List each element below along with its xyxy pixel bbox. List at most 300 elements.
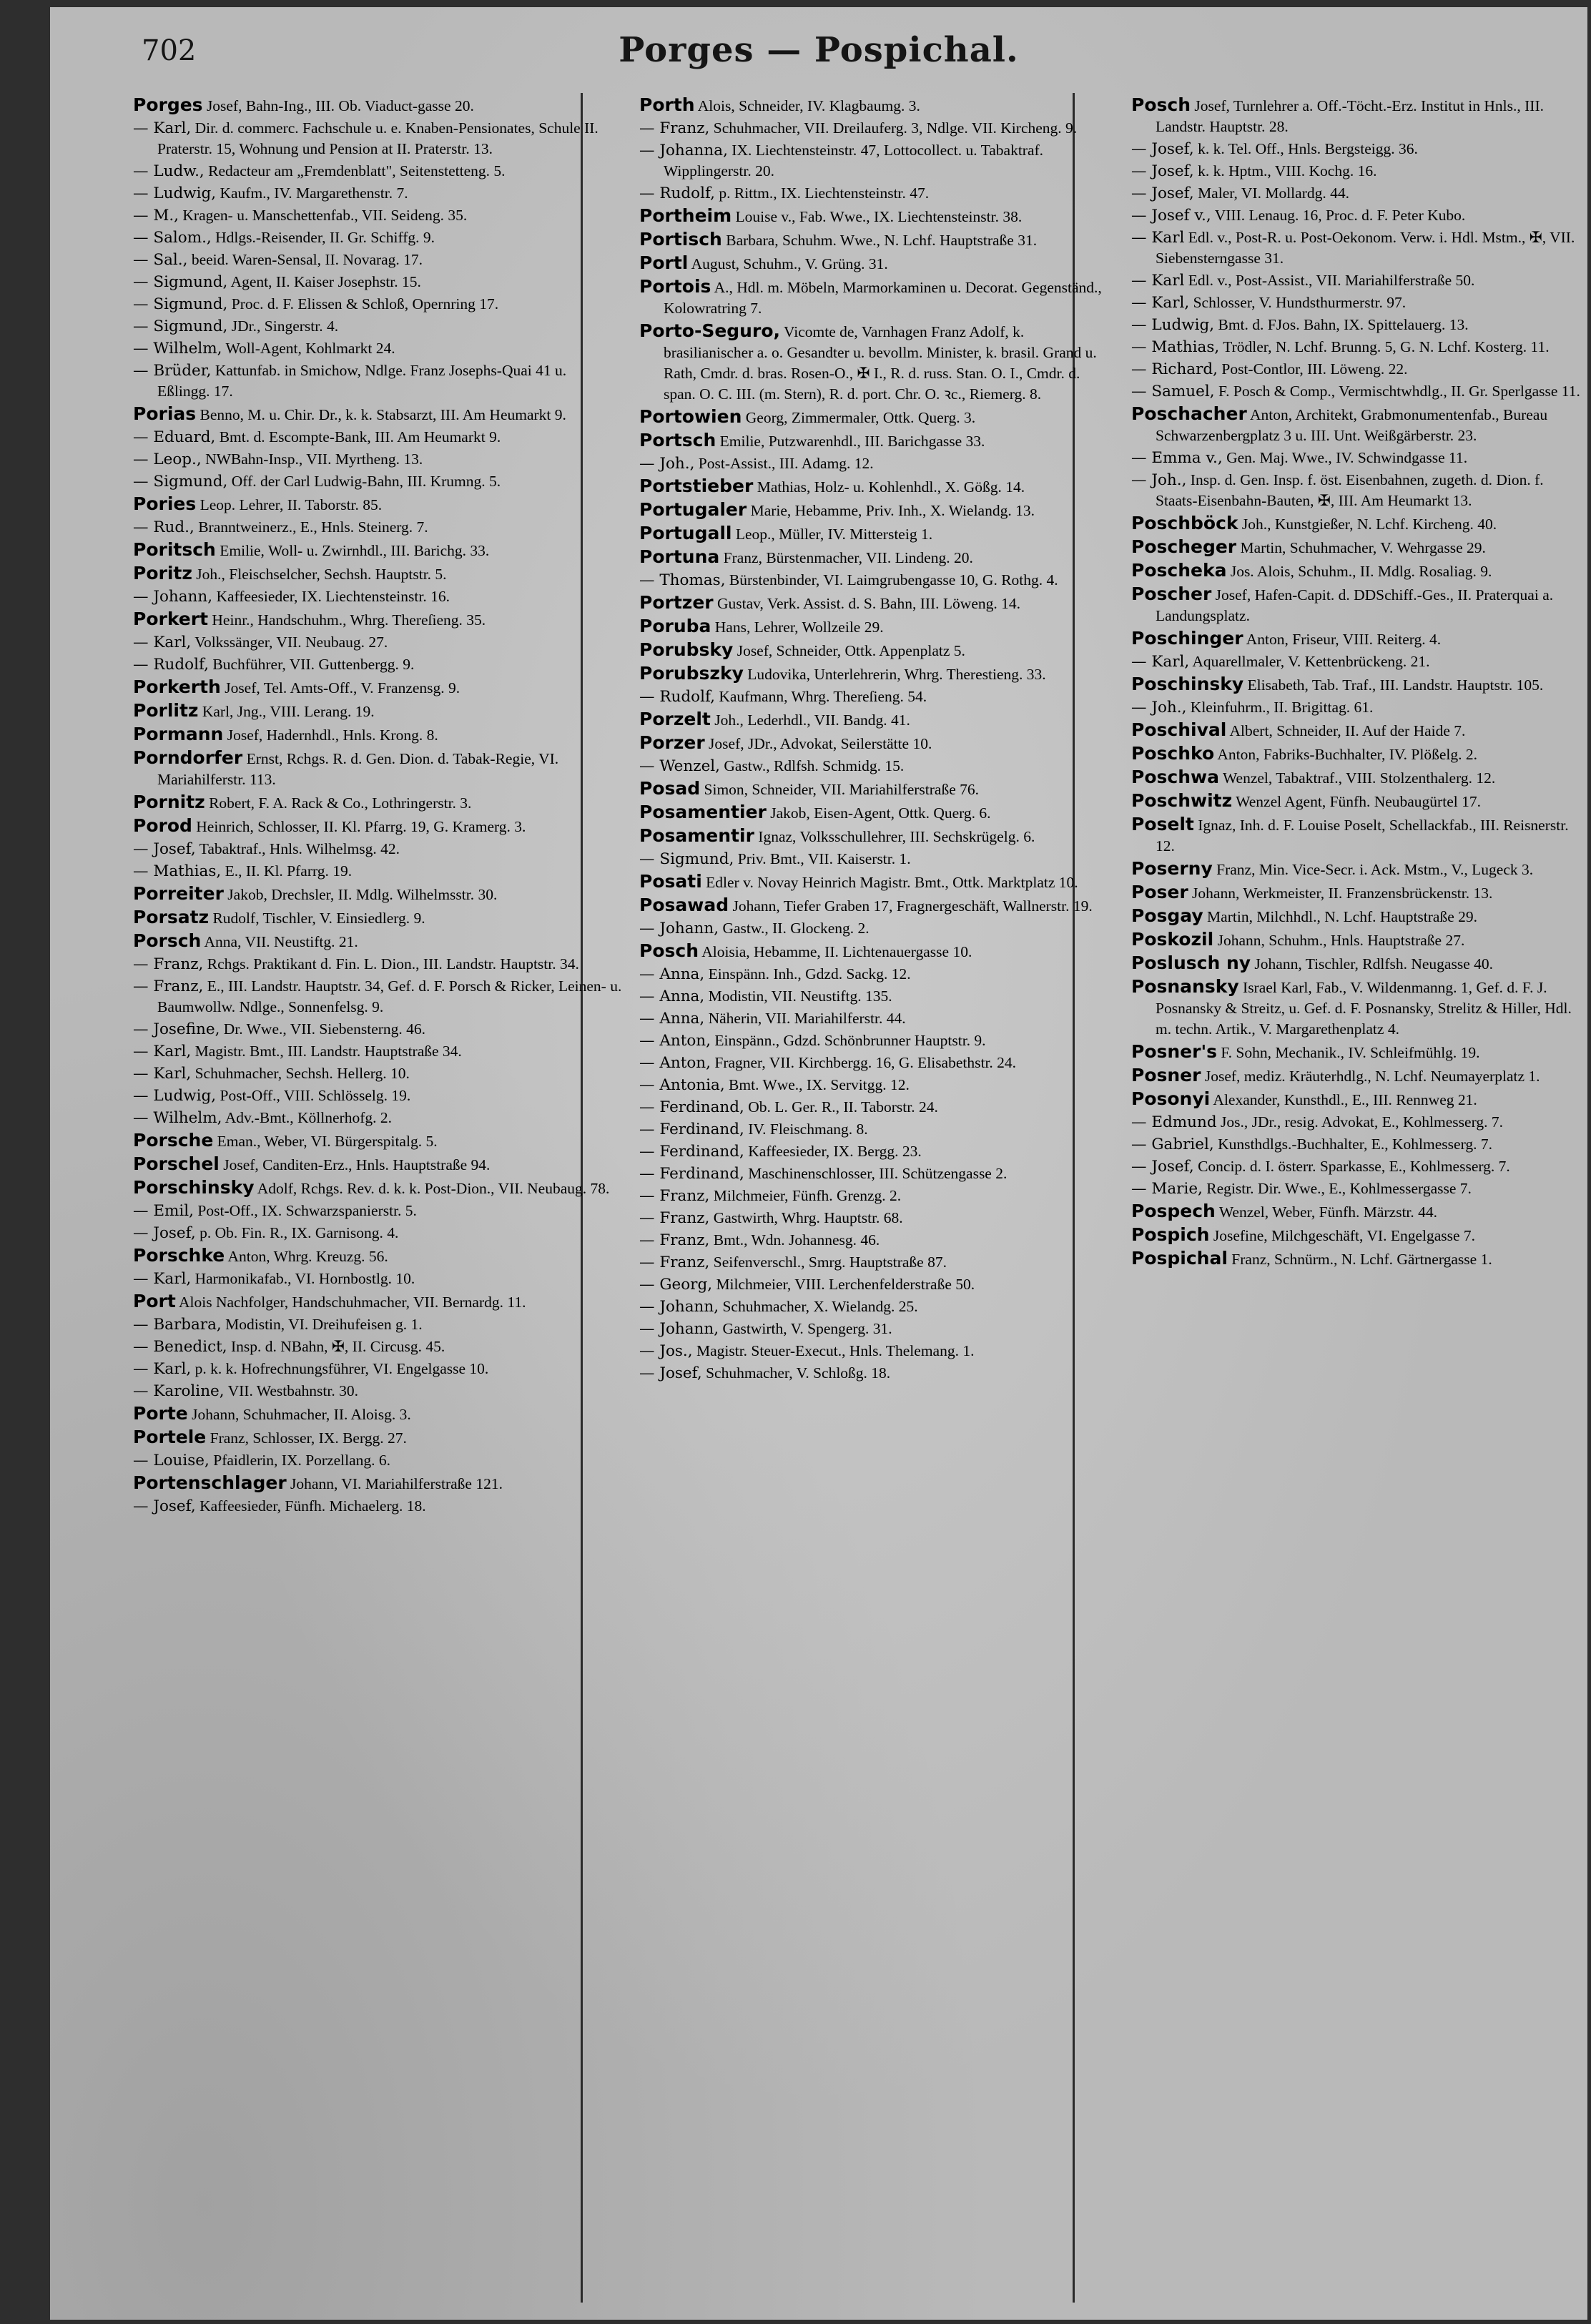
directory-entry <box>639 252 1114 275</box>
directory-entry <box>133 1201 622 1221</box>
entry-details: IX. Liechtensteinstr. 47, Lottocollect. u. Tabaktraf. Wipplingerstr. 20. <box>664 142 1044 179</box>
entry-details: Gastwirth, Whrg. Hauptstr. 68. <box>713 1209 903 1226</box>
entry-name: Porkerth <box>133 676 221 697</box>
entry-name: — Josef v., <box>1131 207 1211 225</box>
entry-name: Portugaler <box>639 499 747 520</box>
entry-name: Poschinsky <box>1131 674 1244 694</box>
entry-name: — Josef, <box>133 840 196 858</box>
entry-name: Posgay <box>1131 905 1203 926</box>
entry-name: Portisch <box>639 229 722 250</box>
directory-entry <box>639 802 1114 824</box>
directory-entry <box>1131 814 1585 857</box>
entry-name: — Josefine, <box>133 1020 220 1038</box>
directory-entry <box>133 272 622 292</box>
entry-name: Portsch <box>639 430 716 450</box>
directory-entry <box>639 592 1114 614</box>
entry-details: Anton, Friseur, VIII. Reiterg. 4. <box>1246 631 1442 648</box>
directory-entry <box>1131 94 1585 137</box>
entry-details: Kattunfab. in Smichow, Ndlge. Franz Josephs-Quai 41 u. Eßlingg. 17. <box>157 362 567 400</box>
entry-name: Poscheka <box>1131 560 1227 581</box>
entry-name: — Georg, <box>639 1276 713 1294</box>
entry-details: Modistin, VII. Neustiftg. 135. <box>708 988 892 1005</box>
entry-name: Posner's <box>1131 1041 1217 1062</box>
directory-entry <box>1131 315 1585 335</box>
entry-details: Karl, Jng., VIII. Lerang. 19. <box>202 703 375 720</box>
directory-entry <box>1131 1224 1585 1246</box>
entry-details: Dir. d. commerc. Fachschule u. e. Knaben-Pensionates, Schule II. Praterstr. 15, Wohnung und Pension at II. Praterstr. 13. <box>157 119 599 157</box>
entry-name: Pospich <box>1131 1224 1210 1245</box>
directory-entry <box>133 1496 622 1517</box>
entry-name: Port <box>133 1291 176 1311</box>
entry-details: IV. Fleischmang. 8. <box>748 1121 868 1138</box>
entry-name: Poschival <box>1131 719 1227 740</box>
entry-details: Concip. d. I. österr. Sparkasse, E., Kohlmesserg. 7. <box>1198 1158 1510 1175</box>
directory-entry <box>1131 205 1585 226</box>
entry-details: Alois, Schneider, IV. Klagbaumg. 3. <box>697 97 920 114</box>
directory-columns <box>133 94 1585 2304</box>
entry-name: — Joh., <box>1131 699 1187 717</box>
entry-details: Wenzel, Weber, Fünfh. Märzstr. 44. <box>1218 1203 1438 1221</box>
entry-name: Poritz <box>133 563 192 584</box>
entry-details: VIII. Lenaug. 16, Proc. d. F. Peter Kubo. <box>1214 207 1466 224</box>
entry-name: — Franz, <box>639 1231 710 1249</box>
entry-name: — Sigmund, <box>133 273 228 291</box>
directory-entry <box>133 118 622 159</box>
entry-name: Poschinger <box>1131 628 1243 649</box>
entry-name: Porkert <box>133 609 209 629</box>
entry-name: — Johanna, <box>639 142 728 159</box>
entry-details: Kragen- u. Manschettenfab., VII. Seideng. 35. <box>182 207 468 224</box>
entry-details: Ignaz, Volksschullehrer, III. Sechskrügelg. 6. <box>758 828 1035 845</box>
directory-entry <box>1131 403 1585 446</box>
entry-name: — Antonia, <box>639 1076 725 1094</box>
directory-entry <box>1131 952 1585 975</box>
entry-name: Porte <box>133 1403 188 1424</box>
directory-entry <box>639 205 1114 227</box>
entry-name: Porubszky <box>639 663 744 684</box>
entry-details: Joh., Fleischselcher, Sechsh. Hauptstr. 5. <box>196 566 447 583</box>
directory-entry <box>639 709 1114 731</box>
entry-details: Anton, Architekt, Grabmonumentenfab., Bureau Schwarzenbergplatz 3 u. III. Unt. Weißgärberstr. 23. <box>1156 406 1548 444</box>
entry-details: Post-Assist., III. Adamg. 12. <box>698 455 874 472</box>
directory-entry <box>1131 1041 1585 1063</box>
entry-details: Gustav, Verk. Assist. d. S. Bahn, III. Löweng. 14. <box>717 595 1021 612</box>
entry-details: Seifenverschl., Smrg. Hauptstraße 87. <box>713 1254 947 1271</box>
entry-details: Schuhmacher, Sechsh. Hellerg. 10. <box>194 1065 410 1082</box>
entry-name: — Ludwig, <box>133 184 217 202</box>
directory-entry <box>133 815 622 837</box>
entry-name: — Ferdinand, <box>639 1143 744 1161</box>
entry-name: — Leop., <box>133 450 202 468</box>
directory-entry <box>1131 1201 1585 1223</box>
directory-entry <box>133 1359 622 1379</box>
directory-column-1 <box>133 94 622 2304</box>
directory-entry <box>639 276 1114 319</box>
entry-name: Porsch <box>133 930 202 951</box>
entry-details: Tabaktraf., Hnls. Wilhelmsg. 42. <box>199 840 400 857</box>
entry-details: Bmt. Wwe., IX. Servitgg. 12. <box>729 1076 910 1093</box>
directory-entry <box>133 493 622 516</box>
entry-name: — Mathias, <box>1131 338 1220 356</box>
entry-details: Kunsthdlgs.-Buchhalter, E., Kohlmesserg. 7. <box>1218 1136 1492 1153</box>
directory-entry <box>133 839 622 860</box>
directory-entry <box>639 1097 1114 1118</box>
entry-name: — Johann, <box>639 1320 719 1338</box>
entry-details: F. Sohn, Mechanik., IV. Schleifmühlg. 19. <box>1221 1044 1480 1061</box>
directory-entry <box>133 250 622 270</box>
directory-entry <box>639 229 1114 251</box>
page-number: 702 <box>142 34 197 67</box>
entry-name: — Ferdinand, <box>639 1165 744 1183</box>
entry-details: Martin, Schuhmacher, V. Wehrgasse 29. <box>1240 539 1486 556</box>
directory-entry <box>639 1053 1114 1073</box>
entry-details: Josef, Bahn-Ing., III. Ob. Viaduct-gasse 20. <box>206 97 474 114</box>
directory-entry <box>639 1119 1114 1140</box>
directory-entry <box>639 986 1114 1007</box>
directory-entry <box>639 1274 1114 1295</box>
entry-name: Posamentier <box>639 802 767 822</box>
entry-name: Portois <box>639 276 711 297</box>
entry-name: Posch <box>639 940 699 961</box>
entry-details: Schlosser, V. Hundsthurmerstr. 97. <box>1193 294 1407 311</box>
entry-details: Insp. d. Gen. Insp. f. öst. Eisenbahnen, zugeth. d. Dion. f. Staats-Eisenbahn-Bauten, ✠, III. Am Heumarkt 13. <box>1156 471 1544 509</box>
entry-name: — Josef, <box>639 1364 702 1382</box>
entry-name: — Sigmund, <box>133 295 228 313</box>
entry-name: Porschke <box>133 1245 225 1266</box>
entry-name: Poscher <box>1131 584 1212 604</box>
entry-details: Fragner, VII. Kirchbergg. 16, G. Elisabethstr. 24. <box>714 1054 1017 1071</box>
entry-name: — Karl <box>1131 229 1185 247</box>
entry-details: Edl. v., Post-Assist., VII. Mariahilferstraße 50. <box>1188 272 1475 289</box>
entry-details: Josef, Turnlehrer a. Off.-Töcht.-Erz. Institut in Hnls., III. Landstr. Hauptstr. 28. <box>1156 97 1545 135</box>
directory-entry <box>133 1450 622 1471</box>
entry-name: Poschko <box>1131 743 1215 764</box>
entry-details: Barbara, Schuhm. Wwe., N. Lchf. Hauptstraße 31. <box>726 232 1038 249</box>
directory-entry <box>1131 337 1585 358</box>
entry-name: Posad <box>639 778 701 799</box>
entry-details: Aloisia, Hebamme, II. Lichtenauergasse 10. <box>701 943 972 960</box>
entry-details: Schuhmacher, VII. Dreilauferg. 3, Ndlge. VII. Kircheng. 9. <box>713 119 1078 137</box>
entry-details: A., Hdl. m. Möbeln, Marmorkaminen u. Decorat. Gegenständ., Kolowratring 7. <box>664 279 1102 317</box>
directory-entry <box>1131 743 1585 765</box>
entry-name: Portenschlager <box>133 1472 287 1493</box>
entry-name: Portzer <box>639 592 714 613</box>
entry-name: Portele <box>133 1427 207 1447</box>
entry-details: Leop., Müller, IV. Mittersteig 1. <box>735 526 933 543</box>
entry-name: — M., <box>133 207 179 225</box>
entry-details: Modistin, VI. Dreihufeisen g. 1. <box>225 1316 423 1333</box>
entry-details: Aquarellmaler, V. Kettenbrückeng. 21. <box>1192 653 1430 670</box>
directory-entry <box>639 849 1114 870</box>
directory-entry <box>133 792 622 814</box>
entry-name: — Samuel, <box>1131 383 1215 400</box>
entry-details: Pfaidlerin, IX. Porzellang. 6. <box>213 1452 391 1469</box>
directory-entry <box>133 586 622 607</box>
directory-entry <box>1131 628 1585 650</box>
directory-entry <box>1131 292 1585 313</box>
entry-name: Porschel <box>133 1153 220 1174</box>
directory-entry <box>133 161 622 182</box>
entry-name: Posawad <box>639 895 729 915</box>
directory-entry <box>133 563 622 585</box>
directory-entry <box>1131 270 1585 291</box>
entry-details: Anna, VII. Neustiftg. 21. <box>204 933 358 950</box>
directory-entry <box>1131 584 1585 626</box>
entry-name: — Anna, <box>639 965 705 983</box>
directory-entry <box>133 1245 622 1267</box>
directory-entry <box>133 471 622 492</box>
entry-name: Poschböck <box>1131 513 1238 533</box>
directory-entry <box>639 1186 1114 1206</box>
directory-entry <box>639 523 1114 545</box>
entry-name: — Rudolf, <box>639 688 715 706</box>
directory-entry <box>639 1163 1114 1184</box>
directory-entry <box>639 895 1114 917</box>
entry-name: — Anton, <box>639 1032 711 1050</box>
directory-entry <box>133 1314 622 1335</box>
directory-entry <box>1131 1065 1585 1087</box>
directory-entry <box>133 700 622 722</box>
entry-name: — Josef, <box>1131 1158 1194 1176</box>
directory-entry <box>133 930 622 952</box>
entry-name: — Anna, <box>639 988 705 1005</box>
entry-name: — Anna, <box>639 1010 705 1028</box>
directory-entry <box>133 747 622 790</box>
entry-details: Gastwirth, V. Spengerg. 31. <box>722 1320 892 1337</box>
directory-entry <box>1131 448 1585 468</box>
entry-name: — Benedict, <box>133 1338 227 1356</box>
entry-name: Pories <box>133 493 197 514</box>
directory-entry <box>639 732 1114 754</box>
directory-entry <box>133 1108 622 1128</box>
entry-details: Schuhmacher, V. Schloßg. 18. <box>706 1364 891 1382</box>
directory-entry <box>639 94 1114 117</box>
directory-entry <box>639 1230 1114 1251</box>
entry-details: Magistr. Steuer-Execut., Hnls. Thelemang. 1. <box>696 1342 975 1359</box>
entry-details: p. Rittm., IX. Liechtensteinstr. 47. <box>719 184 930 202</box>
entry-details: Ernst, Rchgs. R. d. Gen. Dion. d. Tabak-Regie, VI. Mariahilferstr. 113. <box>157 750 559 788</box>
entry-details: Louise v., Fab. Wwe., IX. Liechtensteinstr. 38. <box>735 208 1023 225</box>
directory-entry <box>133 1223 622 1244</box>
entry-name: — Karl, <box>1131 294 1190 312</box>
entry-details: Gastw., II. Glockeng. 2. <box>722 920 870 937</box>
entry-name: — Wilhelm, <box>133 340 222 358</box>
entry-name: — Franz, <box>133 955 204 973</box>
directory-entry <box>1131 381 1585 402</box>
entry-details: Harmonikafab., VI. Hornbostlg. 10. <box>194 1270 415 1287</box>
directory-entry <box>1131 651 1585 672</box>
entry-name: Porsatz <box>133 907 210 927</box>
entry-name: — Edmund <box>1131 1113 1217 1131</box>
entry-details: Anton, Fabriks-Buchhalter, IV. Plößelg. 2. <box>1217 746 1477 763</box>
entry-name: Posati <box>639 871 702 892</box>
entry-name: Poritsch <box>133 539 216 560</box>
directory-entry <box>639 1030 1114 1051</box>
entry-name: Porlitz <box>133 700 199 721</box>
directory-entry <box>639 663 1114 685</box>
entry-details: Joh., Lederhdl., VII. Bandg. 41. <box>714 712 910 729</box>
running-title: Porges — Pospichal. <box>619 30 1019 70</box>
entry-details: Franz, Schnürm., N. Lchf. Gärtnergasse 1. <box>1231 1251 1492 1268</box>
entry-name: Posnansky <box>1131 976 1239 997</box>
directory-entry <box>133 1063 622 1084</box>
entry-details: Bmt. d. FJos. Bahn, IX. Spittelauerg. 13. <box>1218 316 1469 333</box>
directory-entry <box>133 427 622 448</box>
directory-entry <box>133 883 622 905</box>
entry-name: — Karl, <box>133 1043 192 1060</box>
entry-name: Posch <box>1131 94 1191 115</box>
directory-entry <box>1131 1088 1585 1111</box>
entry-details: Benno, M. u. Chir. Dr., k. k. Stabsarzt, III. Am Heumarkt 9. <box>200 406 566 423</box>
directory-entry <box>639 140 1114 182</box>
entry-details: Proc. d. F. Elissen & Schloß, Opernring 17. <box>231 295 499 312</box>
entry-name: Poser <box>1131 882 1188 902</box>
directory-entry <box>639 1319 1114 1339</box>
directory-entry <box>1131 882 1585 904</box>
entry-details: k. k. Tel. Off., Hnls. Bergsteigg. 36. <box>1198 140 1418 157</box>
directory-entry <box>133 539 622 561</box>
directory-entry <box>639 964 1114 985</box>
entry-details: Jos., JDr., resig. Advokat, E., Kohlmesserg. 7. <box>1221 1113 1503 1131</box>
entry-name: Portowien <box>639 406 742 427</box>
directory-entry <box>1131 1248 1585 1270</box>
entry-details: Insp. d. NBahn, ✠, II. Circusg. 45. <box>230 1338 445 1355</box>
directory-column-3 <box>1131 94 1585 2304</box>
directory-entry <box>1131 1112 1585 1133</box>
entry-details: Alexander, Kunsthdl., E., III. Rennweg 21. <box>1213 1091 1477 1108</box>
directory-entry <box>639 940 1114 962</box>
directory-entry <box>1131 1156 1585 1177</box>
entry-details: Heinrich, Schlosser, II. Kl. Pfarrg. 19, G. Kramerg. 3. <box>196 818 526 835</box>
entry-details: Edl. v., Post-R. u. Post-Oekonom. Verw. i. Hdl. Mstm., ✠, VII. Siebensterngasse 31. <box>1156 229 1575 267</box>
entry-name: Porzer <box>639 732 705 753</box>
entry-name: — Ludwig, <box>1131 316 1215 334</box>
entry-name: — Marie, <box>1131 1180 1203 1198</box>
entry-details: Bürstenbinder, VI. Laimgrubengasse 10, G. Rothg. 4. <box>729 571 1058 589</box>
directory-entry <box>639 825 1114 847</box>
entry-details: Elisabeth, Tab. Traf., III. Landstr. Hauptstr. 105. <box>1247 676 1544 694</box>
entry-name: — Ferdinand, <box>639 1098 744 1116</box>
entry-details: Agent, II. Kaiser Josephstr. 15. <box>230 273 421 290</box>
entry-name: Poschwitz <box>1131 790 1233 811</box>
entry-details: Emilie, Woll- u. Zwirnhdl., III. Barichg. 33. <box>220 542 490 559</box>
directory-entry <box>133 1019 622 1040</box>
entry-details: Schuhmacher, X. Wielandg. 25. <box>722 1298 918 1315</box>
entry-details: Israel Karl, Fab., V. Wildenmanng. 1, Gef. d. F. J. Posnansky & Streitz, u. Gef. d. F. Posnansky, Strelitz & Hiller, Hdl. m. techn. Artik., V. Margarethenplatz 4. <box>1156 979 1572 1038</box>
entry-name: Poruba <box>639 616 711 636</box>
entry-name: — Karoline, <box>133 1382 225 1400</box>
directory-entry <box>639 570 1114 591</box>
entry-details: Ludovika, Unterlehrerin, Whrg. Therestieng. 33. <box>747 666 1046 683</box>
entry-name: Poslusch ny <box>1131 952 1251 973</box>
directory-entry <box>133 676 622 699</box>
entry-name: — Mathias, <box>133 862 222 880</box>
directory-entry <box>1131 976 1585 1040</box>
entry-details: Milchmeier, VIII. Lerchenfelderstraße 50. <box>716 1276 975 1293</box>
entry-details: Franz, Min. Vice-Secr. i. Ack. Mstm., V., Lugeck 3. <box>1216 861 1534 878</box>
entry-name: — Ludwig, <box>133 1087 217 1105</box>
entry-details: Näherin, VII. Mariahilferstr. 44. <box>708 1010 906 1027</box>
entry-name: — Karl, <box>133 1270 192 1288</box>
directory-entry <box>133 976 622 1018</box>
entry-name: — Wenzel, <box>639 757 721 775</box>
directory-column-2 <box>639 94 1114 2304</box>
entry-name: — Josef, <box>133 1497 196 1515</box>
entry-details: Adolf, Rchgs. Rev. d. k. k. Post-Dion., VII. Neubaug. 78. <box>257 1180 610 1197</box>
directory-entry <box>133 338 622 359</box>
entry-name: Porreiter <box>133 883 224 904</box>
entry-details: Woll-Agent, Kohlmarkt 24. <box>225 340 395 357</box>
entry-name: — Franz, <box>133 978 204 995</box>
directory-entry <box>639 406 1114 428</box>
entry-details: Franz, Schlosser, IX. Bergg. 27. <box>210 1429 407 1447</box>
entry-details: Kaufm., IV. Margarethenstr. 7. <box>220 184 408 202</box>
entry-details: Edler v. Novay Heinrich Magistr. Bmt., Ottk. Marktplatz 10. <box>706 874 1078 891</box>
directory-entry <box>133 654 622 675</box>
directory-entry <box>133 1381 622 1402</box>
entry-details: Josefine, Milchgeschäft, VI. Engelgasse 7. <box>1213 1227 1476 1244</box>
entry-name: — Josef, <box>1131 162 1194 180</box>
entry-details: Johann, Werkmeister, II. Franzensbrückenstr. 13. <box>1192 885 1493 902</box>
entry-details: Registr. Dir. Wwe., E., Kohlmessergasse 7. <box>1206 1180 1472 1197</box>
entry-name: — Karl, <box>133 1360 192 1378</box>
entry-details: Adv.-Bmt., Köllnerhofg. 2. <box>225 1109 392 1126</box>
directory-entry <box>639 499 1114 521</box>
entry-details: Johann, Tiefer Graben 17, Fragnergeschäft, Wallnerstr. 19. <box>732 897 1093 915</box>
entry-name: Portstieber <box>639 476 754 496</box>
entry-name: — Johann, <box>639 920 719 937</box>
entry-details: Emilie, Putzwarenhdl., III. Barichgasse 33. <box>719 433 985 450</box>
entry-name: — Anton, <box>639 1054 711 1072</box>
entry-details: Kaffeesieder, IX. Bergg. 23. <box>748 1143 922 1160</box>
entry-name: Posamentir <box>639 825 754 846</box>
directory-entry <box>1131 858 1585 880</box>
entry-name: Porto-Seguro, <box>639 320 780 341</box>
directory-entry <box>1131 227 1585 269</box>
entry-details: Martin, Milchhdl., N. Lchf. Hauptstraße 29. <box>1207 908 1478 925</box>
directory-entry <box>133 1336 622 1357</box>
entry-details: p. Ob. Fin. R., IX. Garnisong. 4. <box>200 1224 399 1241</box>
entry-name: — Sigmund, <box>133 473 228 491</box>
entry-details: E., III. Landstr. Hauptstr. 34, Gef. d. F. Porsch & Ricker, Leinen- u. Baumwollw. Ndlge., Sonnenfelsg. 9. <box>157 978 622 1015</box>
entry-details: Josef, Canditen-Erz., Hnls. Hauptstraße 94. <box>223 1156 491 1173</box>
entry-name: — Josef, <box>1131 184 1194 202</box>
directory-entry <box>639 1008 1114 1029</box>
entry-details: Post-Off., IX. Schwarzspanierstr. 5. <box>197 1202 417 1219</box>
entry-details: Magistr. Bmt., III. Landstr. Hauptstraße 34. <box>194 1043 462 1060</box>
directory-entry <box>639 1141 1114 1162</box>
entry-details: Ignaz, Inh. d. F. Louise Poselt, Schellackfab., III. Reisnerstr. 12. <box>1156 817 1569 855</box>
directory-entry <box>1131 536 1585 558</box>
directory-entry <box>133 1472 622 1495</box>
directory-entry <box>1131 359 1585 380</box>
entry-details: Post-Contlor, III. Löweng. 22. <box>1221 360 1408 378</box>
directory-entry <box>639 476 1114 498</box>
entry-details: E., II. Kl. Pfarrg. 19. <box>225 862 353 880</box>
entry-name: — Wilhelm, <box>133 1109 222 1127</box>
directory-entry <box>133 1269 622 1289</box>
entry-details: Kaffeesieder, IX. Liechtensteinstr. 16. <box>216 588 450 605</box>
directory-entry <box>639 871 1114 893</box>
entry-name: Poschwa <box>1131 767 1219 787</box>
entry-name: — Joh., <box>1131 471 1187 489</box>
entry-details: k. k. Hptm., VIII. Kochg. 16. <box>1198 162 1377 179</box>
entry-details: Bmt., Wdn. Johannesg. 46. <box>713 1231 880 1249</box>
entry-name: Poskozil <box>1131 929 1214 950</box>
entry-name: — Sigmund, <box>133 317 228 335</box>
entry-details: Off. der Carl Ludwig-Bahn, III. Krumng. 5. <box>231 473 501 490</box>
directory-entry <box>133 1153 622 1176</box>
